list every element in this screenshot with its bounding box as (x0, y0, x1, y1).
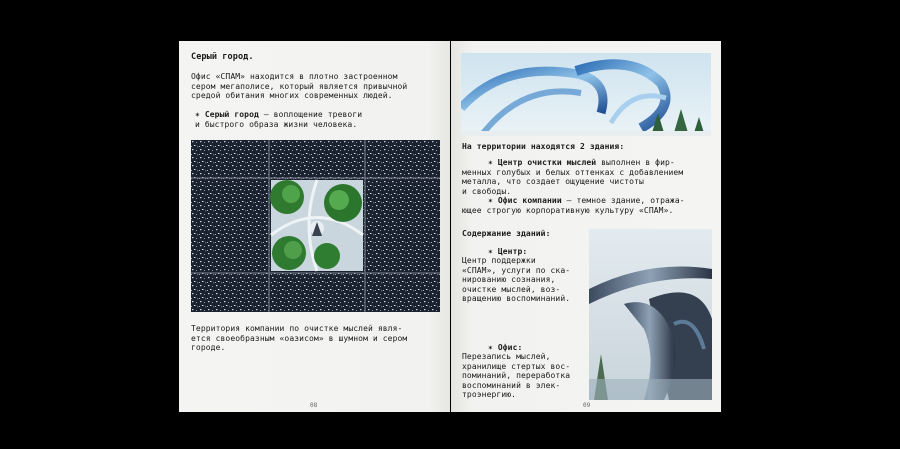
center-text: Центр поддержки «СПАМ», услуги по ска- нированию сознания, очистке мыслей, воз- вращению воспоминаний. (462, 256, 571, 303)
left-bullet (195, 110, 362, 129)
right-page (451, 41, 721, 412)
buildings-heading: На территории находятся 2 здания: (462, 142, 625, 151)
contents-heading: Содержание зданий: (462, 229, 551, 238)
item1-text: выполнен в фир- менных голубых и белых оттенках с добавлением металла, что создает ощущение чистоты и свободы. (462, 158, 684, 196)
office-building-render (589, 229, 712, 400)
left-bullet-text: — воплощение тревоги и быстрого образа жизни человека. (195, 110, 363, 129)
left-paragraph: Офис «СПАМ» находится в плотно застроенном сером мегаполисе, который является привычной средой обитания многих современных людей. (191, 72, 408, 100)
left-heading: Серый город. (191, 52, 254, 62)
office-term: ✶ Офис: (488, 343, 523, 352)
item2-text: — темное здание, отража- ющее строгую корпоративную культуру «СПАМ». (462, 196, 685, 215)
building-item-center (462, 158, 683, 196)
left-bullet-term: ✶ Серый город (195, 110, 259, 119)
futuristic-building-illustration (461, 53, 711, 136)
city-aerial-image (191, 140, 440, 312)
cleaning-center-render (461, 53, 711, 136)
page-number-left: 08 (310, 402, 318, 409)
left-page (179, 41, 450, 412)
office-text: Перезапись мыслей, хранилище стертых вос- поминаний, переработка воспоминаний в элек- троэнергию. (462, 352, 571, 399)
dark-building-illustration (589, 229, 712, 400)
center-term: ✶ Центр: (488, 247, 528, 256)
page-number-right: 09 (583, 402, 591, 409)
building-item-office (462, 196, 685, 215)
city-aerial-illustration (191, 140, 440, 312)
item1-term: ✶ Центр очистки мыслей (488, 158, 597, 167)
item2-term: ✶ Офис компании (488, 196, 562, 205)
left-caption: Территория компании по очистке мыслей явля- ется своеобразным «оазисом» в шумном и сером городе. (191, 324, 408, 352)
